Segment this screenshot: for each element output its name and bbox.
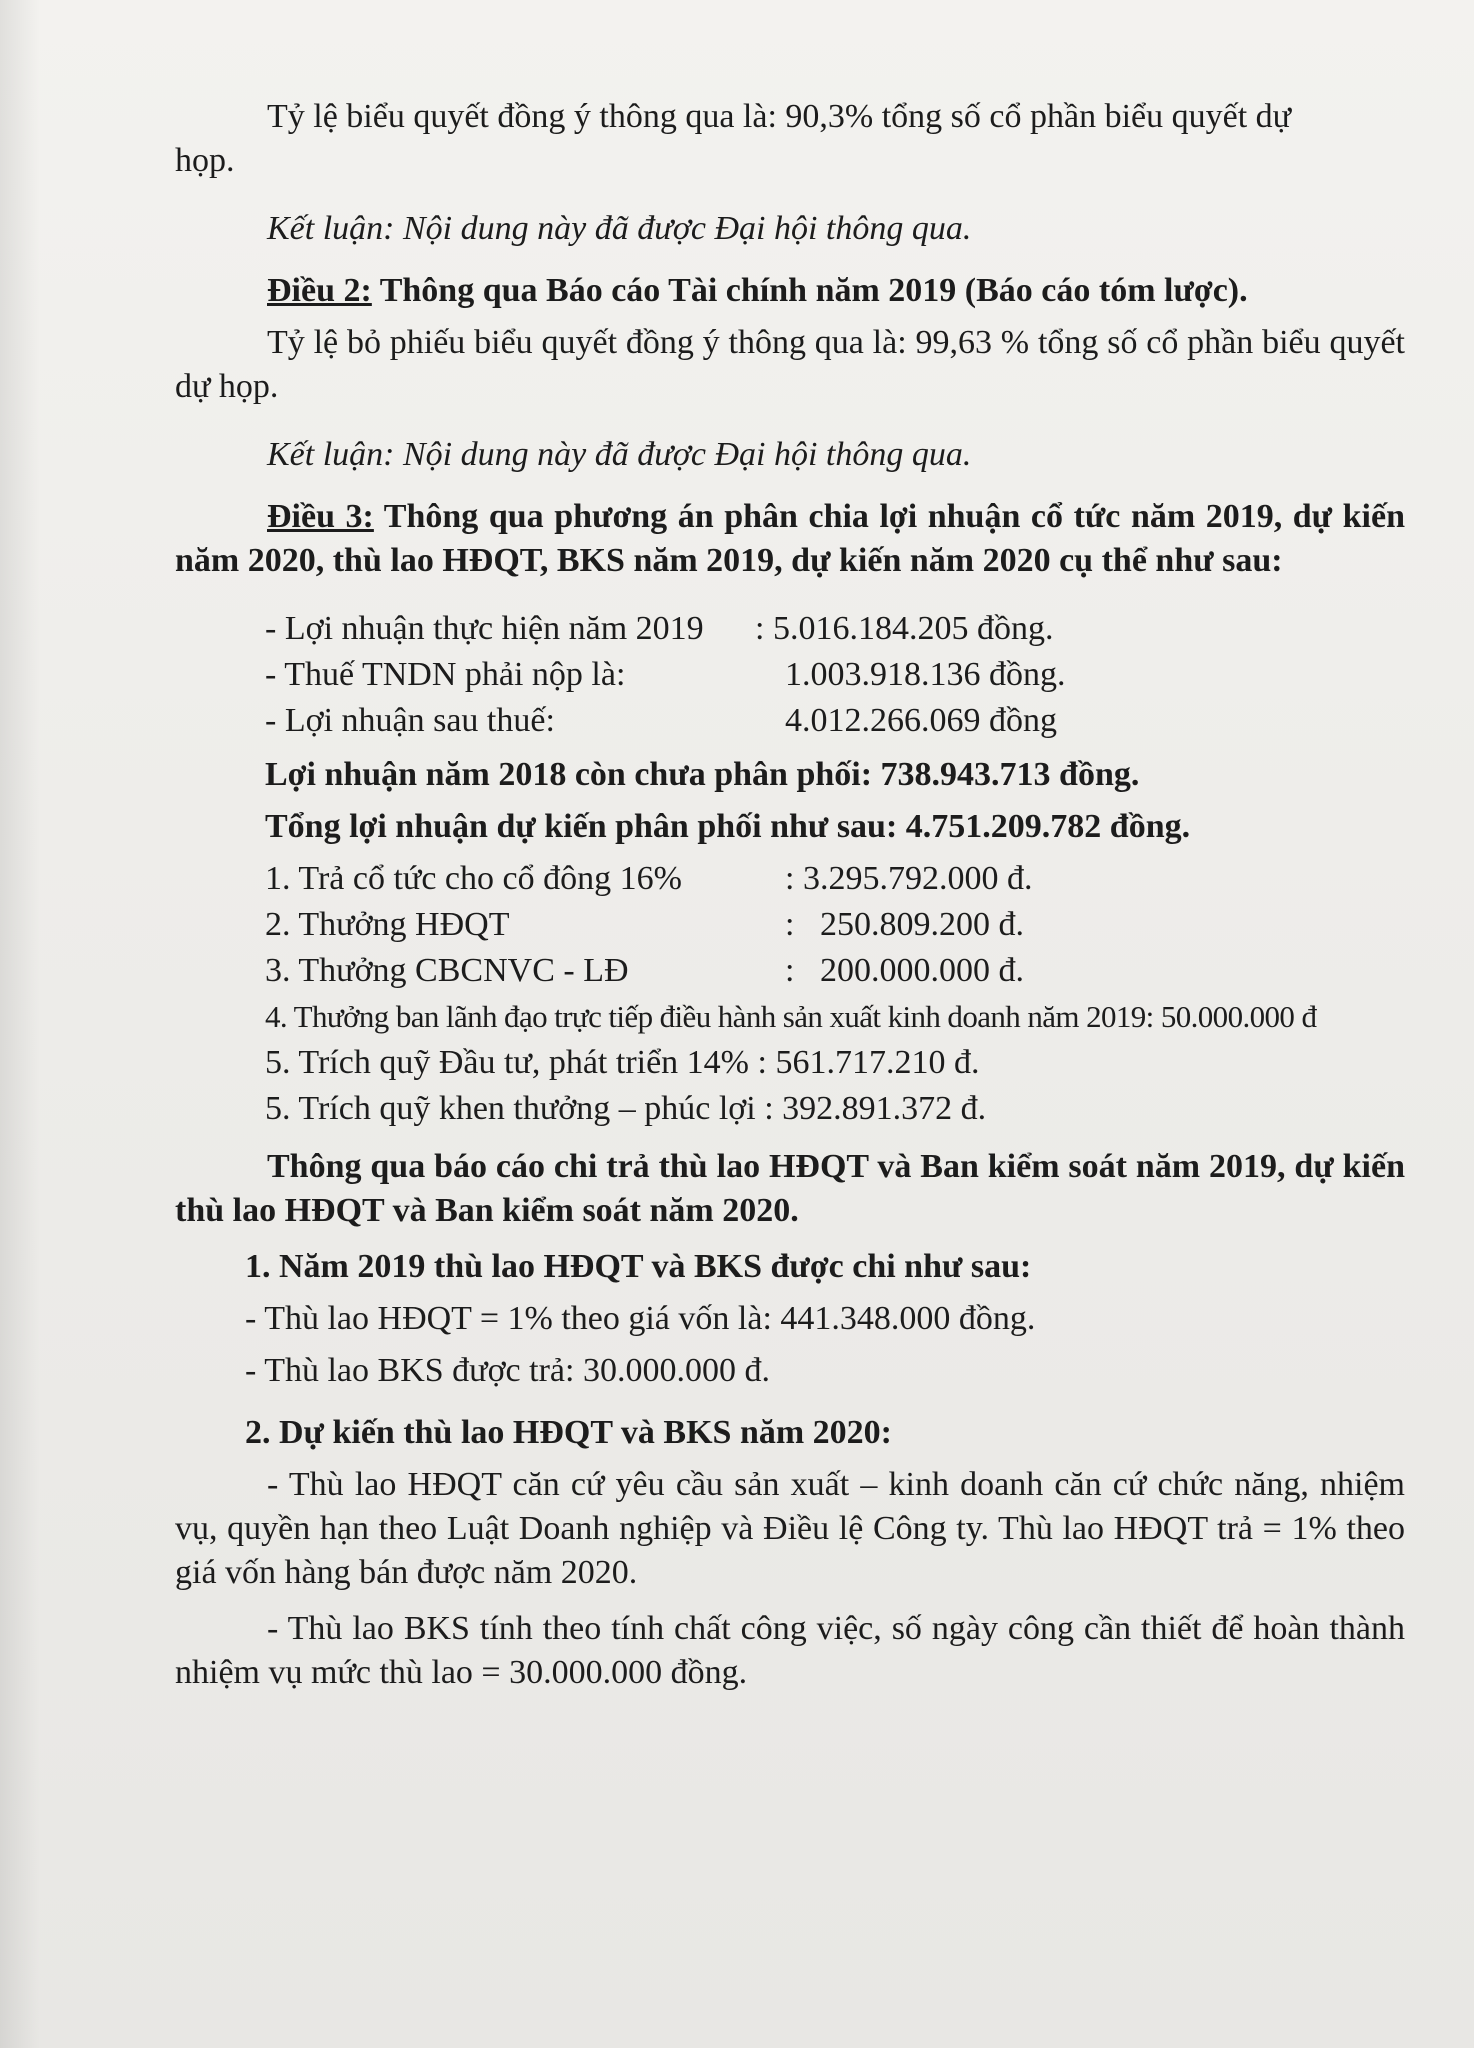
distribution-value: : 3.295.792.000 đ. [785, 860, 1033, 897]
profit-value: : 5.016.184.205 đồng. [755, 610, 1054, 647]
vote-ratio-line-cont: họp. [175, 142, 235, 179]
distribution-label: 5. Trích quỹ Đầu tư, phát triển 14% : 561.717.210 đ. [265, 1044, 980, 1081]
section-1-item: - Thù lao HĐQT = 1% theo giá vốn là: 441.348.000 đồng. [245, 1300, 1036, 1337]
distribution-label: 5. Trích quỹ khen thưởng – phúc lợi : 392.891.372 đ. [265, 1090, 987, 1127]
section-2-item: - Thù lao BKS tính theo tính chất công việc, số ngày công cần thiết để hoàn thành nhiệm vụ mức thù lao = 30.000.000 đồng. [175, 1610, 1405, 1691]
profit-row [175, 607, 1405, 653]
distribution-label: 1. Trả cổ tức cho cổ đông 16% [265, 860, 682, 897]
article-2-title: Thông qua Báo cáo Tài chính năm 2019 (Báo cáo tóm lược). [371, 272, 1248, 309]
profit-row [175, 699, 1405, 745]
profit-value: 4.012.266.069 đồng [785, 702, 1057, 739]
article-2-heading [175, 269, 1405, 313]
distribution-item [175, 857, 1405, 903]
section-1-item: - Thù lao BKS được trả: 30.000.000 đ. [245, 1352, 770, 1389]
distribution-item [175, 1087, 1405, 1133]
distribution-item [175, 1041, 1405, 1087]
remuneration-heading: Thông qua báo cáo chi trả thù lao HĐQT và Ban kiểm soát năm 2019, dự kiến thù lao HĐQT và Ban kiểm soát năm 2020. [175, 1148, 1405, 1229]
distribution-list [175, 857, 1405, 1133]
article-3-heading [175, 495, 1405, 583]
vote-ratio-line: Tỷ lệ biểu quyết đồng ý thông qua là: 90,3% tổng số cổ phần biểu quyết dự [267, 98, 1292, 135]
article-3-label: Điều 3: [267, 498, 374, 535]
distribution-item [175, 949, 1405, 995]
article-2-label: Điều 2: [267, 272, 372, 309]
section-2-item: - Thù lao HĐQT căn cứ yêu cầu sản xuất – kinh doanh căn cứ chức năng, nhiệm vụ, quyền hạn theo Luật Doanh nghiệp và Điều lệ Công ty. Thù lao HĐQT trả = 1% theo giá vốn hàng bán được năm 2020. [175, 1466, 1405, 1591]
conclusion-2: Kết luận: Nội dung này đã được Đại hội thông qua. [267, 436, 972, 473]
distribution-label: 4. Thưởng ban lãnh đạo trực tiếp điều hành sản xuất kinh doanh năm 2019: 50.000.000 đ [265, 999, 1317, 1034]
profit-label: - Thuế TNDN phải nộp là: [265, 656, 626, 693]
distribution-item [175, 903, 1405, 949]
undistributed-profit: Lợi nhuận năm 2018 còn chưa phân phối: 738.943.713 đồng. [265, 756, 1140, 793]
page-edge-shadow [0, 0, 40, 2048]
distribution-value: : 200.000.000 đ. [785, 952, 1024, 989]
distribution-value: : 250.809.200 đ. [785, 906, 1024, 943]
section-1-title: 1. Năm 2019 thù lao HĐQT và BKS được chi như sau: [245, 1248, 1032, 1285]
profit-row [175, 653, 1405, 699]
section-2-title: 2. Dự kiến thù lao HĐQT và BKS năm 2020: [245, 1414, 892, 1451]
distribution-label: 3. Thưởng CBCNVC - LĐ [265, 952, 629, 989]
article-2-vote: Tỷ lệ bỏ phiếu biểu quyết đồng ý thông qua là: 99,63 % tổng số cổ phần biểu quyết dự họp. [175, 324, 1405, 405]
distribution-label: 2. Thưởng HĐQT [265, 906, 510, 943]
article-3-title: Thông qua phương án phân chia lợi nhuận cổ tức năm 2019, dự kiến năm 2020, thù lao HĐQT, BKS năm 2019, dự kiến năm 2020 cụ thể như sau: [175, 498, 1405, 579]
profit-list [175, 607, 1405, 745]
total-distribution: Tổng lợi nhuận dự kiến phân phối như sau: 4.751.209.782 đồng. [265, 808, 1191, 845]
conclusion-1: Kết luận: Nội dung này đã được Đại hội thông qua. [267, 210, 972, 247]
profit-label: - Lợi nhuận thực hiện năm 2019 [265, 610, 704, 647]
profit-value: 1.003.918.136 đồng. [785, 656, 1066, 693]
profit-label: - Lợi nhuận sau thuế: [265, 702, 555, 739]
distribution-item [175, 995, 1405, 1041]
document-body [175, 95, 1405, 1695]
